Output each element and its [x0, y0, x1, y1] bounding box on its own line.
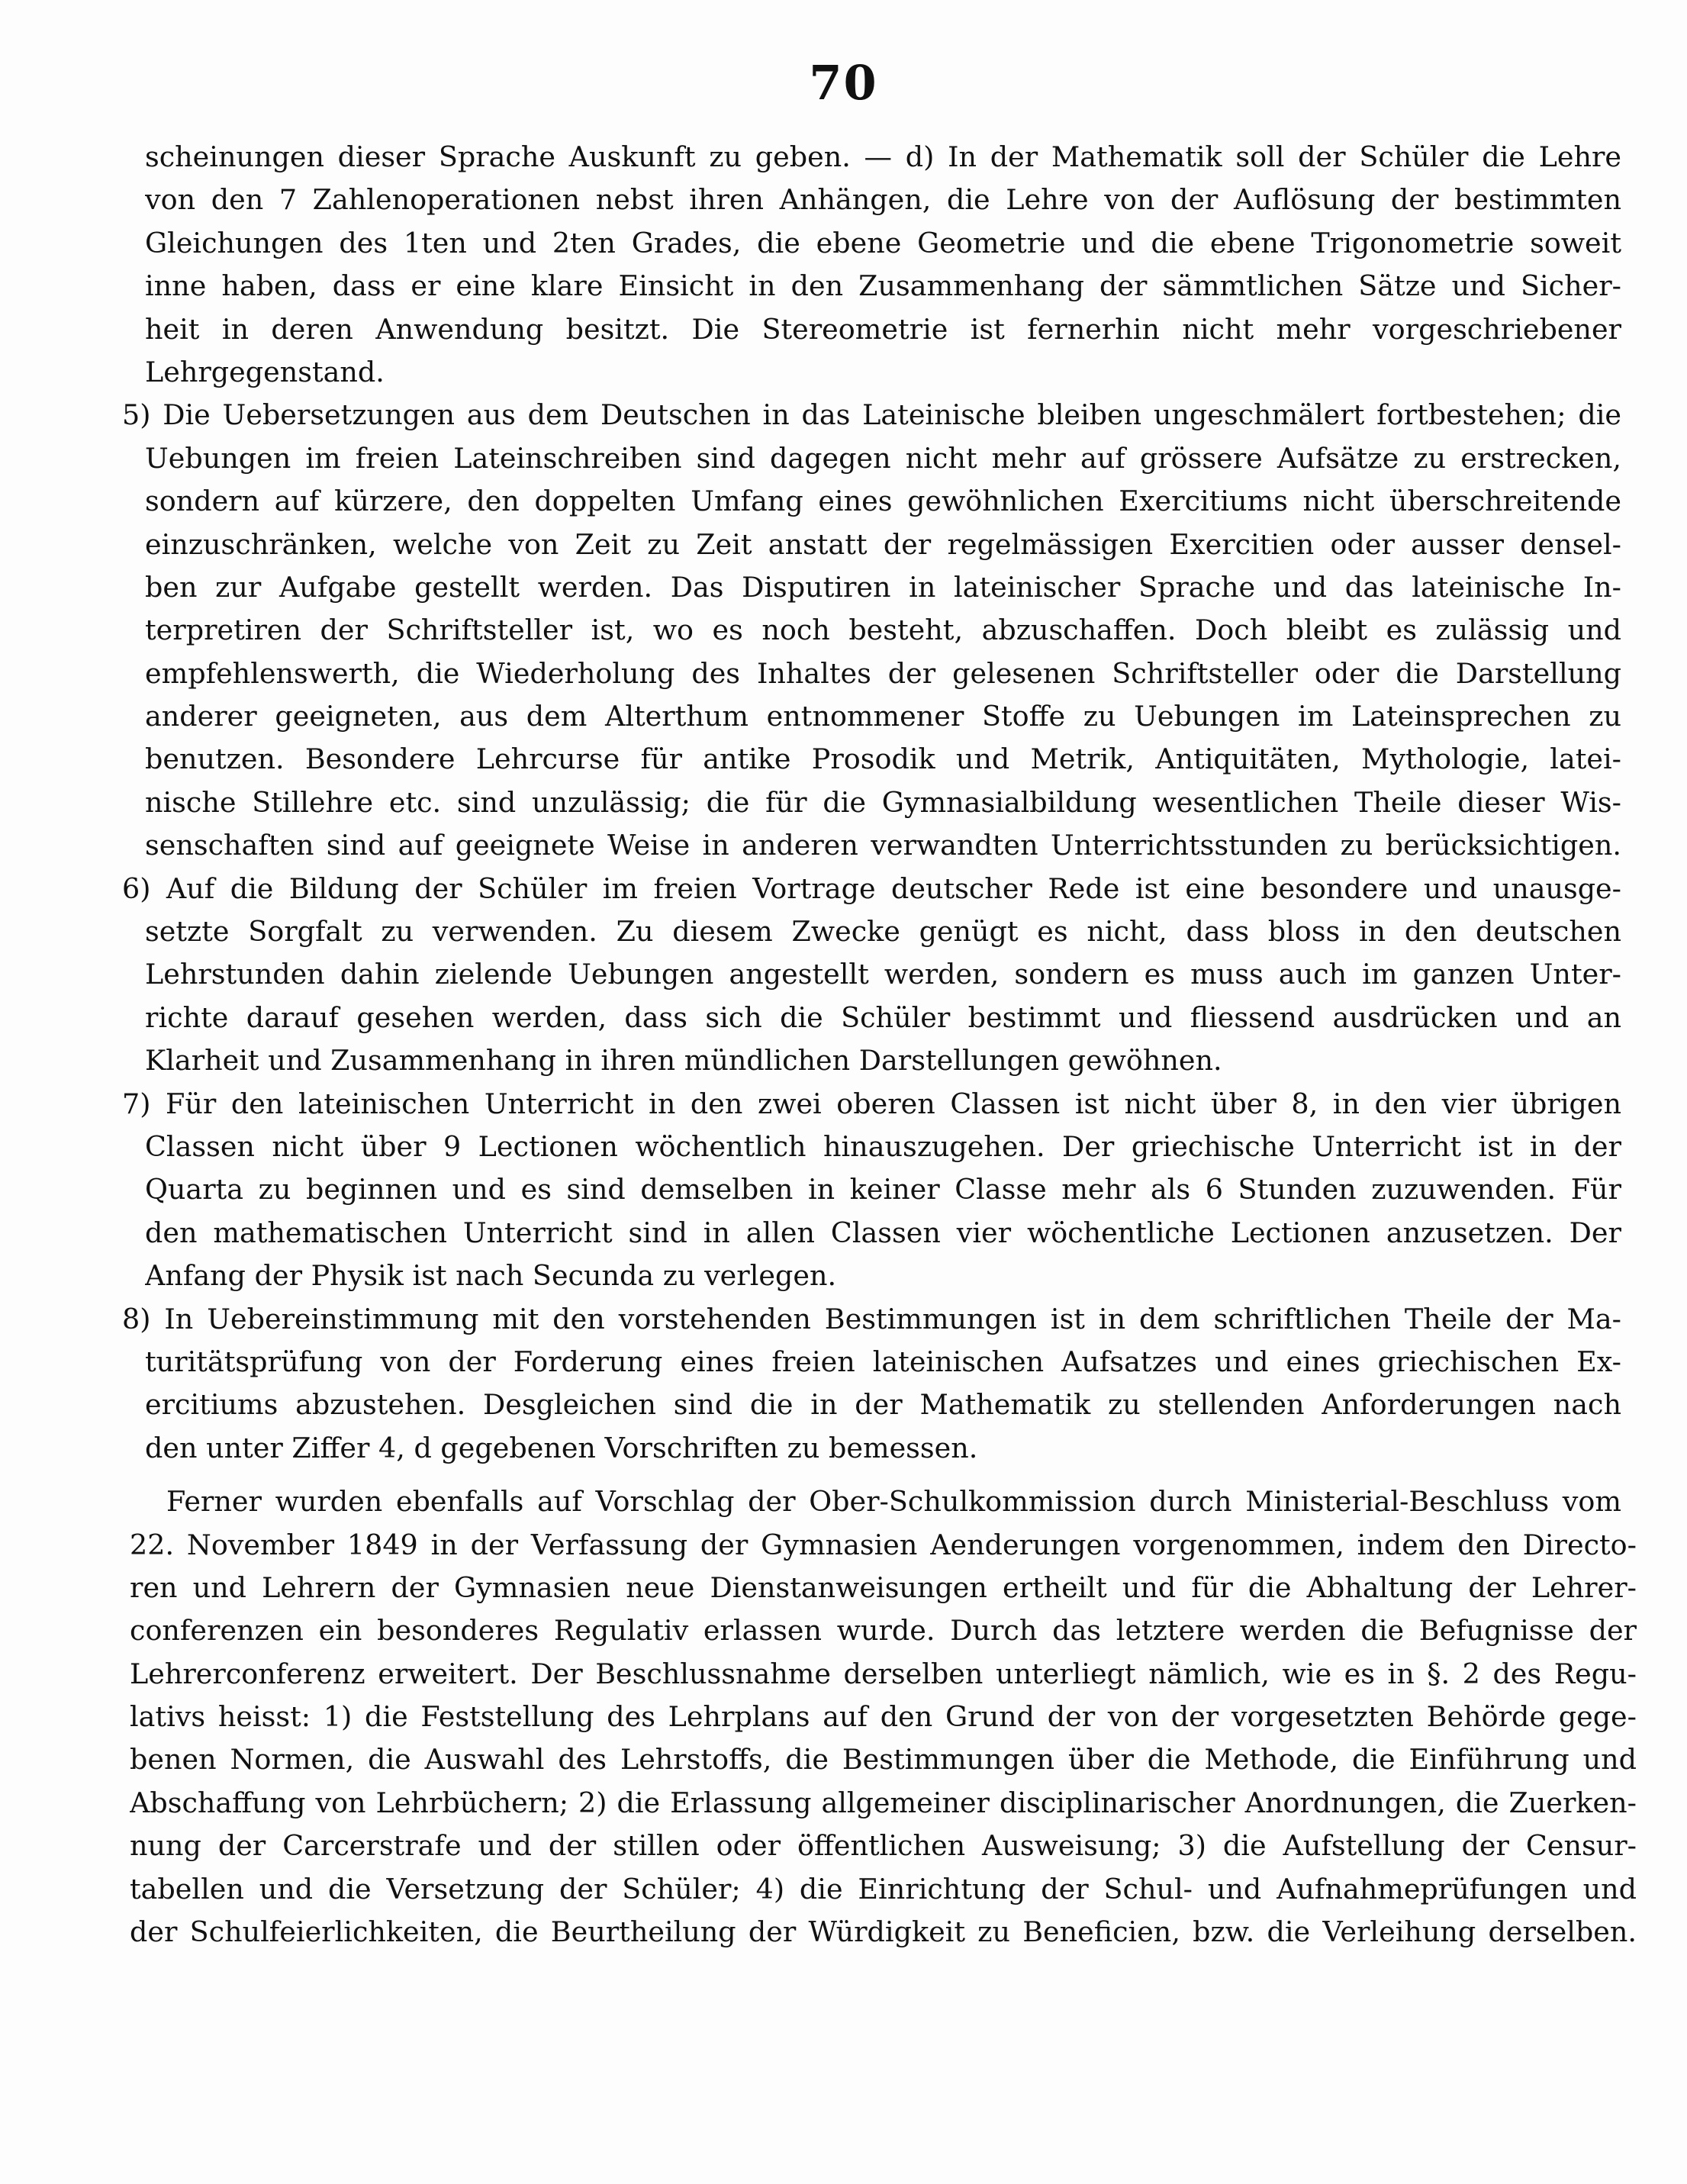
text-line: inne haben, dass er eine klare Einsicht in den Zusammenhang der sämmtlichen Sätze und Sicher-: [145, 269, 1621, 303]
text-line: tabellen und die Versetzung der Schüler; 4) die Einrichtung der Schul- und Aufnahmeprüfungen und: [130, 1872, 1637, 1905]
text-line: Quarta zu beginnen und es sind demselben in keiner Classe mehr als 6 Stunden zuzuwenden. Für: [145, 1173, 1621, 1206]
text-line: scheinungen dieser Sprache Auskunft zu geben. — d) In der Mathematik soll der Schüler die Lehre: [145, 140, 1621, 173]
text-line: conferenzen ein besonderes Regulativ erlassen wurde. Durch das letztere werden die Befugnisse der: [130, 1614, 1637, 1648]
text-line: ren und Lehrern der Gymnasien neue Dienstanweisungen ertheilt und für die Abhaltung der Lehrer-: [130, 1570, 1637, 1604]
text-line: benen Normen, die Auswahl des Lehrstoffs, die Bestimmungen über die Methode, die Einführung und: [130, 1743, 1637, 1777]
text-line: 5) Die Uebersetzungen aus dem Deutschen in das Lateinische bleiben ungeschmälert fortbestehen; die: [122, 398, 1621, 432]
text-line: Lehrstunden dahin zielende Uebungen angestellt werden, sondern es muss auch im ganzen Unter-: [145, 958, 1621, 991]
text-line: einzuschränken, welche von Zeit zu Zeit anstatt der regelmässigen Exercitien oder ausser densel-: [145, 527, 1621, 561]
text-line: 8) In Uebereinstimmung mit den vorstehenden Bestimmungen ist in dem schriftlichen Theile der Ma-: [122, 1302, 1621, 1335]
text-line: sondern auf kürzere, den doppelten Umfang eines gewöhnlichen Exercitiums nicht überschreitende: [145, 485, 1621, 518]
text-line: Uebungen im freien Lateinschreiben sind dagegen nicht mehr auf grössere Aufsätze zu erstrecken,: [145, 441, 1621, 475]
text-line: der Schulfeierlichkeiten, die Beurtheilung der Würdigkeit zu Beneficien, bzw. die Verleihung derselben.: [130, 1915, 1637, 1949]
text-line: Klarheit und Zusammenhang in ihren mündlichen Darstellungen gewöhnen.: [145, 1044, 1222, 1078]
text-line: turitätsprüfung von der Forderung eines freien lateinischen Aufsatzes und eines griechischen Ex-: [145, 1345, 1621, 1378]
text-line: Classen nicht über 9 Lectionen wöchentlich hinauszugehen. Der griechische Unterricht ist in der: [145, 1129, 1621, 1163]
text-line: 22. November 1849 in der Verfassung der Gymnasien Aenderungen vorgenommen, indem den Directo-: [130, 1528, 1637, 1561]
text-line: Ferner wurden ebenfalls auf Vorschlag der Ober-Schulkommission durch Ministerial-Beschluss vom: [166, 1485, 1621, 1519]
text-line: benutzen. Besondere Lehrcurse für antike Prosodik und Metrik, Antiquitäten, Mythologie, latei-: [145, 742, 1621, 776]
text-line: heit in deren Anwendung besitzt. Die Stereometrie ist fernerhin nicht mehr vorgeschriebener: [145, 312, 1621, 346]
text-line: Lehrgegenstand.: [145, 355, 385, 388]
text-line: von den 7 Zahlenoperationen nebst ihren Anhängen, die Lehre von der Auflösung der bestimmten: [145, 183, 1621, 217]
body-text: [122, 136, 1637, 1954]
text-line: anderer geeigneten, aus dem Alterthum entnommener Stoffe zu Uebungen im Lateinsprechen zu: [145, 700, 1621, 733]
text-line: senschaften sind auf geeignete Weise in anderen verwandten Unterrichtsstunden zu berücksichtigen.: [145, 829, 1621, 862]
text-line: lativs heisst: 1) die Feststellung des Lehrplans auf den Grund der von der vorgesetzten Behörde gege-: [130, 1700, 1637, 1734]
page-number: 70: [809, 55, 878, 111]
text-line: terpretiren der Schriftsteller ist, wo es noch besteht, abzuschaffen. Doch bleibt es zulässig und: [145, 614, 1621, 647]
text-line: den unter Ziffer 4, d gegebenen Vorschriften zu bemessen.: [145, 1431, 978, 1464]
text-line: richte darauf gesehen werden, dass sich die Schüler bestimmt und fliessend ausdrücken und an: [145, 1000, 1621, 1034]
text-line: ben zur Aufgabe gestellt werden. Das Disputiren in lateinischer Sprache und das lateinische In-: [145, 570, 1621, 604]
text-line: Abschaffung von Lehrbüchern; 2) die Erlassung allgemeiner disciplinarischer Anordnungen, die Zuerken-: [130, 1786, 1637, 1819]
text-line: Anfang der Physik ist nach Secunda zu verlegen.: [145, 1259, 837, 1293]
text-line: 6) Auf die Bildung der Schüler im freien Vortrage deutscher Rede ist eine besondere und unausge-: [122, 871, 1621, 905]
text-line: Lehrerconferenz erweitert. Der Beschlussnahme derselben unterliegt nämlich, wie es in §. 2 des Regu-: [130, 1657, 1637, 1690]
text-line: nung der Carcerstrafe und der stillen oder öffentlichen Ausweisung; 3) die Aufstellung der Censur-: [130, 1829, 1637, 1863]
text-line: nische Stillehre etc. sind unzulässig; die für die Gymnasialbildung wesentlichen Theile dieser Wis-: [145, 785, 1621, 819]
text-line: 7) Für den lateinischen Unterricht in den zwei oberen Classen ist nicht über 8, in den vier übrigen: [122, 1087, 1621, 1120]
text-line: den mathematischen Unterricht sind in allen Classen vier wöchentliche Lectionen anzusetzen. Der: [145, 1216, 1621, 1249]
text-line: empfehlenswerth, die Wiederholung des Inhaltes der gelesenen Schriftsteller oder die Darstellung: [145, 656, 1621, 690]
text-line: Gleichungen des 1ten und 2ten Grades, die ebene Geometrie und die ebene Trigonometrie soweit: [145, 226, 1621, 259]
text-line: ercitiums abzustehen. Desgleichen sind die in der Mathematik zu stellenden Anforderungen nach: [145, 1388, 1621, 1422]
text-line: setzte Sorgfalt zu verwenden. Zu diesem Zwecke genügt es nicht, dass bloss in den deutschen: [145, 915, 1621, 949]
